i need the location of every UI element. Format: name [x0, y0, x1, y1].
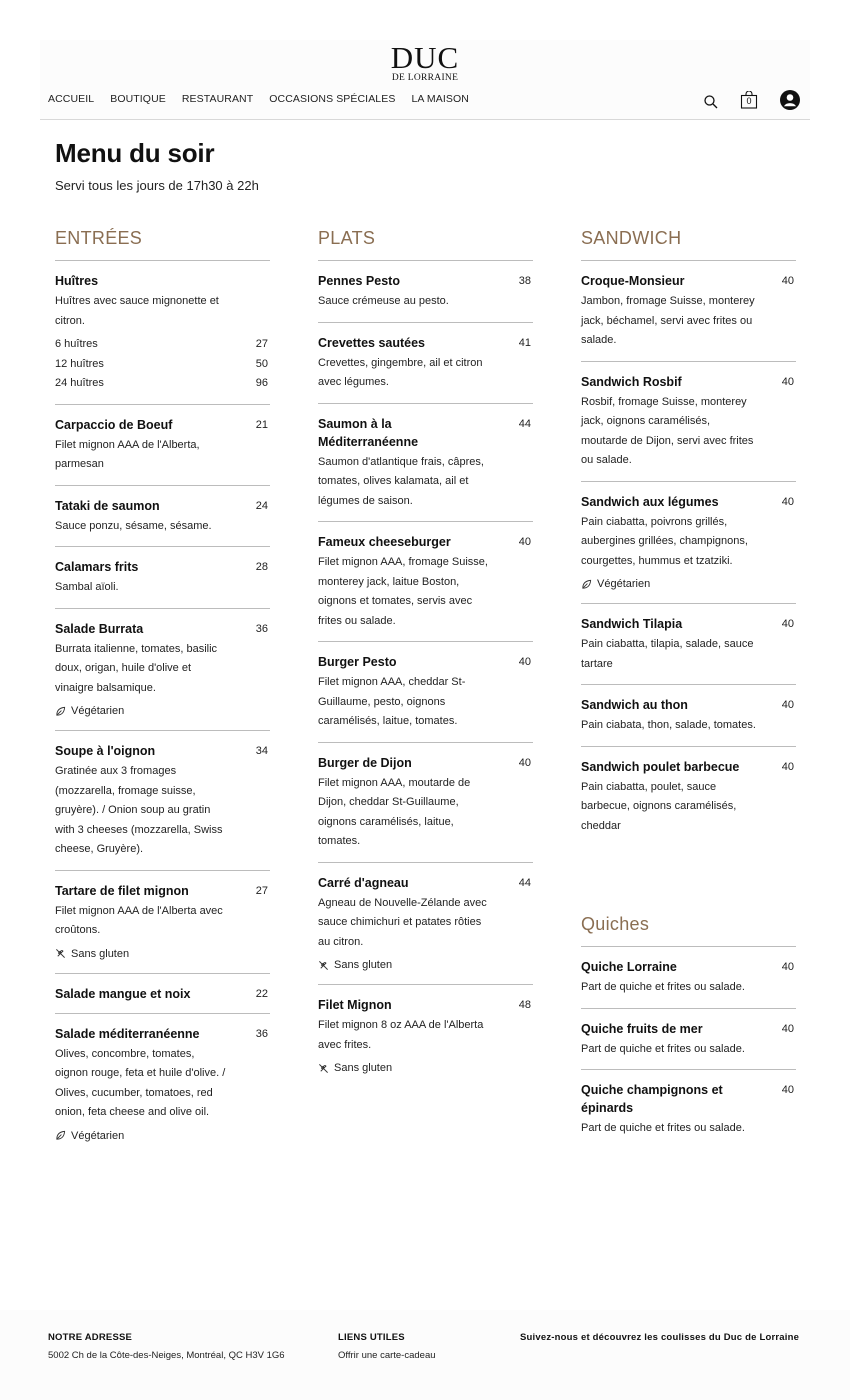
menu-item — [581, 947, 796, 1009]
menu-item-name: Tartare de filet mignon — [55, 883, 189, 898]
menu-item — [55, 261, 270, 405]
menu-item — [55, 731, 270, 871]
menu-item-price: 44 — [518, 876, 531, 889]
menu-item-name: Carpaccio de Boeuf — [55, 417, 173, 432]
menu-item-description: Filet mignon 8 oz AAA de l'Alberta avec frites. — [318, 1019, 484, 1051]
menu-item-name: Filet Mignon — [318, 998, 392, 1012]
menu-item — [318, 985, 533, 1087]
footer-follow-text: Suivez-nous et découvrez les coulisses du Duc de Lorraine — [520, 1332, 800, 1343]
menu-item-price: 40 — [518, 756, 531, 769]
menu-item — [55, 609, 270, 732]
menu-item-name: Calamars frits — [55, 560, 139, 574]
footer-address — [48, 1332, 285, 1361]
menu-item-price: 40 — [518, 656, 531, 668]
menu-item-name: Sandwich poulet barbecue — [581, 759, 740, 774]
menu-item-description: Huîtres avec sauce mignonette et citron. — [55, 295, 219, 327]
menu-item — [318, 743, 533, 863]
size-label: 12 huîtres — [55, 357, 104, 370]
menu-item — [581, 604, 796, 685]
menu-item-price: 38 — [518, 275, 531, 287]
menu-item — [55, 405, 270, 486]
footer-gift-card-link[interactable]: Offrir une carte-cadeau — [338, 1350, 436, 1361]
leaf-icon — [581, 579, 592, 590]
size-price: 50 — [255, 357, 268, 370]
menu-item-price: 28 — [255, 561, 268, 573]
menu-item-price: 40 — [781, 618, 794, 630]
page-subtitle: Servi tous les jours de 17h30 à 22h — [55, 178, 259, 193]
footer-links — [338, 1332, 436, 1361]
menu-item — [55, 871, 270, 974]
menu-item-description: Pain ciabatta, poulet, sauce barbecue, oignons caramélisés, cheddar — [581, 780, 737, 832]
menu-item-name: Quiche champignons et épinards — [581, 1083, 723, 1115]
menu-item-name: Carré d'agneau — [318, 875, 409, 890]
menu-item — [55, 974, 270, 1014]
menu-item — [55, 547, 270, 609]
menu-item-price: 40 — [781, 375, 794, 388]
dietary-tag-label: Sans gluten — [334, 1062, 393, 1074]
dietary-tag — [581, 575, 796, 593]
menu-item-description: Crevettes, gingembre, ail et citron avec légumes. — [318, 356, 483, 388]
menu-item-name: Huîtres — [55, 274, 99, 288]
menu-item-name: Sandwich aux légumes — [581, 494, 719, 509]
menu-item-description: Part de quiche et frites ou salade. — [581, 981, 745, 993]
leaf-icon — [55, 706, 66, 717]
dietary-tag-label: Végétarien — [597, 578, 651, 590]
menu-item-price: 40 — [781, 275, 794, 287]
header-icons — [703, 90, 800, 110]
sandwich-column — [581, 228, 796, 1149]
dietary-tag-label: Sans gluten — [71, 947, 130, 960]
menu-item-price: 36 — [255, 622, 268, 635]
dietary-tag-label: Sans gluten — [334, 959, 393, 971]
menu-item-price: 40 — [518, 536, 531, 548]
menu-item-description: Saumon d'atlantique frais, câpres, tomates, olives kalamata, ail et légumes de saison. — [318, 455, 484, 507]
footer-address-text: 5002 Ch de la Côte-des-Neiges, Montréal, QC H3V 1G6 — [48, 1350, 285, 1361]
menu-item-price: 40 — [781, 1022, 794, 1035]
menu-item-name: Salade mangue et noix — [55, 986, 191, 1001]
menu-item-price: 41 — [518, 336, 531, 349]
menu-item-price: 27 — [255, 884, 268, 897]
dietary-tag — [55, 1127, 270, 1145]
page-title: Menu du soir — [55, 138, 215, 168]
menu-item — [581, 482, 796, 605]
brand-logo[interactable] — [40, 40, 810, 83]
menu-item — [581, 261, 796, 362]
menu-item — [318, 642, 533, 743]
menu-item — [581, 1009, 796, 1071]
size-option-row — [55, 335, 270, 355]
menu-item-name: Quiche Lorraine — [581, 960, 677, 974]
menu-item-name: Burger de Dijon — [318, 755, 412, 770]
main-nav — [48, 93, 469, 105]
menu-item — [318, 863, 533, 986]
menu-item-description: Part de quiche et frites ou salade. — [581, 1042, 745, 1055]
menu-item-price: 22 — [255, 987, 268, 1000]
size-option-row — [55, 355, 270, 375]
nav-occasions[interactable]: OCCASIONS SPÉCIALES — [269, 93, 396, 105]
menu-item-description: Olives, concombre, tomates, oignon rouge, feta et huile d'olive. / Olives, cucumber, tomatoes, red onion, feta cheese and olive oil. — [55, 1047, 226, 1118]
menu-item-description: Filet mignon AAA de l'Alberta avec croûtons. — [55, 904, 223, 936]
search-icon[interactable] — [703, 94, 719, 110]
nav-boutique[interactable]: BOUTIQUE — [110, 93, 166, 105]
cart-count: 0 — [746, 96, 752, 106]
menu-item-name: Crevettes sautées — [318, 335, 426, 350]
site-header — [40, 40, 810, 120]
brand-sub: DE LORRAINE — [391, 73, 459, 83]
menu-item — [55, 486, 270, 548]
menu-item — [581, 747, 796, 847]
menu-item-description: Sambal aïoli. — [55, 581, 119, 593]
menu-item-description: Jambon, fromage Suisse, monterey jack, béchamel, servi avec frites ou salade. — [581, 295, 755, 346]
menu-item — [581, 362, 796, 482]
plats-column — [318, 228, 533, 1087]
nav-restaurant[interactable]: RESTAURANT — [181, 93, 254, 105]
dietary-tag-label: Végétarien — [71, 1129, 125, 1142]
menu-item-price: 34 — [255, 745, 268, 757]
menu-item-price: 36 — [255, 1027, 268, 1040]
gluten-free-icon — [318, 1063, 329, 1074]
size-price: 96 — [255, 377, 268, 389]
plats-section-title: PLATS — [318, 228, 533, 261]
gluten-free-icon — [55, 948, 66, 959]
menu-item-description: Pain ciabata, thon, salade, tomates. — [581, 719, 756, 731]
menu-item-description: Filet mignon AAA de l'Alberta, parmesan — [55, 438, 200, 470]
menu-item-description: Gratinée aux 3 fromages (mozzarella, fromage suisse, gruyère). / Onion soup au gratin with 3 cheeses (mozzarella, Swiss cheese, Gruyère). — [55, 765, 223, 855]
menu-item-description: Filet mignon AAA, cheddar St-Guillaume, pesto, oignons caramélisés, laitue, tomates. — [318, 676, 466, 727]
menu-item-name: Fameux cheeseburger — [318, 535, 451, 549]
dietary-tag — [55, 945, 270, 963]
menu-item-name: Salade Burrata — [55, 621, 144, 636]
menu-item-name: Sandwich au thon — [581, 698, 688, 712]
sandwich-section-title: SANDWICH — [581, 228, 796, 261]
menu-item-description: Agneau de Nouvelle-Zélande avec sauce chimichuri et patates rôties au citron. — [318, 896, 487, 948]
dietary-tag — [318, 1059, 533, 1077]
size-label: 24 huîtres — [55, 377, 104, 389]
menu-item-name: Croque-Monsieur — [581, 274, 685, 288]
menu-item-name: Tataki de saumon — [55, 498, 160, 513]
dietary-tag — [55, 702, 270, 720]
size-price: 27 — [255, 338, 268, 350]
menu-item-name: Saumon à la Méditerranéenne — [318, 416, 419, 449]
footer-links-title: LIENS UTILES — [338, 1332, 405, 1343]
leaf-icon — [55, 1130, 66, 1141]
menu-item — [581, 1070, 796, 1149]
menu-item — [318, 404, 533, 523]
menu-item — [318, 522, 533, 642]
menu-item-description: Sauce crémeuse au pesto. — [318, 295, 449, 307]
menu-item-price: 21 — [255, 418, 268, 431]
menu-item-name: Sandwich Rosbif — [581, 374, 682, 389]
menu-item-price: 40 — [781, 699, 794, 711]
menu-item-name: Pennes Pesto — [318, 274, 400, 288]
brand-name: DUC — [390, 40, 460, 75]
gluten-free-icon — [318, 960, 329, 971]
entrees-section-title: ENTRÉES — [55, 228, 270, 261]
size-option-row — [55, 374, 270, 394]
entrees-column — [55, 228, 270, 1155]
menu-item-name: Quiche fruits de mer — [581, 1021, 703, 1036]
footer-follow — [520, 1332, 799, 1343]
cart-button[interactable] — [740, 91, 758, 109]
menu-item-description: Filet mignon AAA, moutarde de Dijon, cheddar St-Guillaume, oignons caramélisés, laitue, tomates. — [318, 776, 471, 847]
menu-item-price: 48 — [518, 999, 531, 1011]
menu-item-price: 40 — [781, 495, 794, 508]
size-options — [55, 335, 270, 394]
menu-item-description: Part de quiche et frites ou salade. — [581, 1122, 745, 1134]
menu-item — [581, 685, 796, 747]
quiches-section-title: Quiches — [581, 914, 796, 947]
menu-item-price: 24 — [255, 499, 268, 512]
menu-item — [55, 1014, 270, 1155]
menu-item-price: 40 — [781, 1084, 794, 1096]
menu-item-name: Sandwich Tilapia — [581, 617, 683, 631]
menu-item-price: 40 — [781, 760, 794, 773]
footer-address-title: NOTRE ADRESSE — [48, 1332, 133, 1343]
dietary-tag — [318, 956, 533, 974]
nav-accueil[interactable]: ACCUEIL — [48, 93, 95, 105]
menu-item-price: 40 — [781, 961, 794, 973]
menu-item-description: Burrata italienne, tomates, basilic doux, origan, huile d'olive et vinaigre balsamique. — [55, 642, 218, 694]
menu-item-description: Rosbif, fromage Suisse, monterey jack, oignons caramélisés, moutarde de Dijon, servi avec frites ou salade. — [581, 395, 754, 466]
menu-item-description: Filet mignon AAA, fromage Suisse, monterey jack, laitue Boston, oignons et tomates, servis avec frites ou salade. — [318, 556, 488, 627]
menu-item-name: Burger Pesto — [318, 655, 397, 669]
size-label: 6 huîtres — [55, 338, 98, 350]
menu-item-name: Salade méditerranéenne — [55, 1026, 200, 1041]
site-footer — [0, 1310, 850, 1400]
menu-item — [318, 323, 533, 404]
menu-item-description: Pain ciabatta, tilapia, salade, sauce tartare — [581, 638, 754, 670]
dietary-tag-label: Végétarien — [71, 705, 125, 717]
menu-item — [318, 261, 533, 323]
nav-la-maison[interactable]: LA MAISON — [411, 93, 469, 105]
menu-item-description: Sauce ponzu, sésame, sésame. — [55, 519, 212, 532]
menu-item-name: Soupe à l'oignon — [55, 744, 156, 758]
account-icon[interactable] — [780, 90, 800, 110]
menu-item-price: 44 — [518, 417, 531, 430]
menu-item-description: Pain ciabatta, poivrons grillés, aubergines grillées, champignons, courgettes, hummus et tzatziki. — [581, 515, 748, 567]
